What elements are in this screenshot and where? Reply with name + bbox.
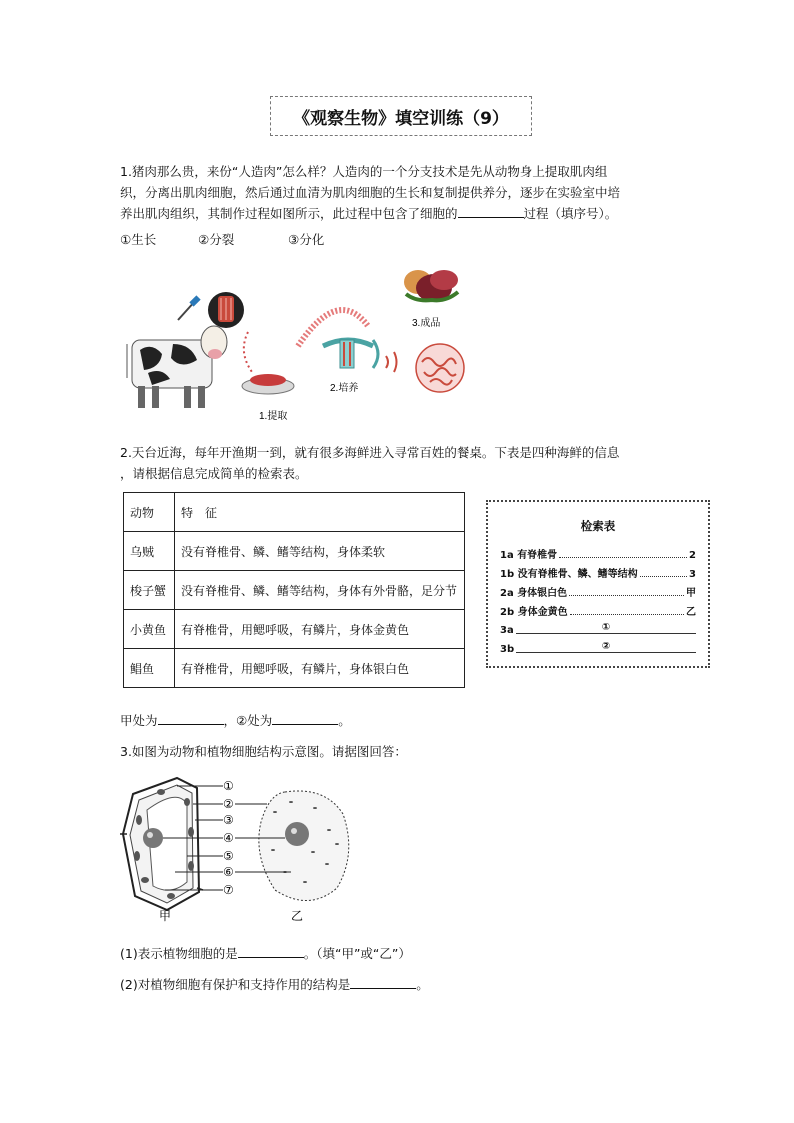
seafood-feature-table <box>123 492 465 688</box>
q3-sub-question-1 <box>120 944 411 962</box>
key-line-3a <box>500 622 696 636</box>
key-line-target: 乙 <box>686 607 696 618</box>
cell-name-yi: 乙 <box>291 909 304 923</box>
table-row <box>124 610 465 649</box>
q1-line-1: 1.猪肉那么贵，来份“人造肉”怎么样？人造肉的一个分支技术是先从动物身上提取肌肉组 <box>120 164 608 179</box>
q2-answer-text-b: ，②处为 <box>223 713 273 728</box>
page-title: 《观察生物》填空训练（9） <box>270 96 532 136</box>
extraction-dish <box>242 332 294 394</box>
table-cell-animal: 鲳鱼 <box>124 649 175 688</box>
q3-sub2-blank[interactable] <box>350 976 416 989</box>
figure-label-extract: 1.提取 <box>259 411 288 422</box>
key-line-1a <box>500 546 696 561</box>
blank-marker-2: ② <box>601 641 611 652</box>
table-row <box>124 532 465 571</box>
key-line-target: 3 <box>689 569 696 580</box>
cow-illustration <box>127 292 244 408</box>
table-cell-feature: 没有脊椎骨、鳞、鳍等结构，身体有外骨骼，足分节 <box>175 571 465 610</box>
muscle-tissue <box>386 344 464 392</box>
table-row <box>124 649 465 688</box>
key-line-1b <box>500 565 696 580</box>
key-line-target: 2 <box>689 550 696 561</box>
finished-burger <box>404 270 458 302</box>
cell-label-6: ⑥ <box>223 865 234 879</box>
q1-line-2: 织，分离出肌肉细胞，然后通过血清为肌肉细胞的生长和复制提供养分，逐步在实验室中培 <box>120 185 621 200</box>
key-line-2a <box>500 584 696 599</box>
q1-line-3 <box>120 203 680 224</box>
key-title: 检索表 <box>580 519 616 533</box>
q2-line-2: ，请根据信息完成简单的检索表。 <box>120 466 308 481</box>
table-cell-animal: 小黄鱼 <box>124 610 175 649</box>
q2-answer-line <box>120 711 351 729</box>
key-blank-1[interactable] <box>516 622 696 634</box>
key-blank-2[interactable] <box>516 641 696 653</box>
table-cell-animal: 梭子蟹 <box>124 571 175 610</box>
table-cell-feature: 有脊椎骨，用鳃呼吸，有鳞片，身体银白色 <box>175 649 465 688</box>
table-cell-animal: 乌贼 <box>124 532 175 571</box>
key-line-label: 3a <box>500 625 514 636</box>
q2-answer-blank-jia[interactable] <box>158 712 224 725</box>
key-line-label: 2b 身体金黄色 <box>500 607 568 618</box>
q3-sub2-text-b: 。 <box>416 977 429 992</box>
key-line-2b <box>500 603 696 618</box>
q2-answer-blank-2[interactable] <box>272 712 338 725</box>
q2-line-1: 2.天台近海，每年开渔期一到，就有很多海鲜进入寻常百姓的餐桌。下表是四种海鲜的信息 <box>120 445 620 460</box>
figure-label-product: 3.成品 <box>412 318 441 329</box>
table-row <box>124 571 465 610</box>
question-1 <box>120 161 680 224</box>
table-header-feature: 特 征 <box>175 493 465 532</box>
key-line-target: 甲 <box>686 588 696 599</box>
question-2 <box>120 442 680 484</box>
artificial-meat-process-figure <box>118 258 478 428</box>
cell-label-5: ⑤ <box>223 849 234 863</box>
blank-marker-1: ① <box>601 622 611 633</box>
key-line-3b <box>500 641 696 655</box>
q3-sub1-blank[interactable] <box>238 945 304 958</box>
figure-label-culture: 2.培养 <box>330 383 359 394</box>
cell-label-3: ③ <box>223 813 234 827</box>
cell-label-4: ④ <box>223 831 234 845</box>
cell-label-7: ⑦ <box>223 883 234 897</box>
q1-option-2: ②分裂 <box>198 232 235 247</box>
table-header-row <box>124 493 465 532</box>
q2-answer-text-c: 。 <box>338 713 351 728</box>
table-cell-feature: 有脊椎骨，用鳃呼吸，有鳞片，身体金黄色 <box>175 610 465 649</box>
key-line-label: 3b <box>500 644 515 655</box>
q3-sub1-text-b: 。（填“甲”或“乙”） <box>303 946 411 961</box>
key-line-label: 1a 有脊椎骨 <box>500 550 558 561</box>
dichotomous-key-box <box>486 500 710 668</box>
cell-structure-diagram <box>115 772 355 924</box>
key-line-label: 2a 身体银白色 <box>500 588 568 599</box>
animal-cell <box>259 791 349 901</box>
q2-answer-text-a: 甲处为 <box>120 713 158 728</box>
q1-text-d: 过程（填序号）。 <box>523 206 618 221</box>
q3-sub-question-2 <box>120 975 429 993</box>
cell-label-1: ① <box>223 779 234 793</box>
question-3: 3.如图为动物和植物细胞结构示意图。请据图回答： <box>120 744 407 759</box>
table-cell-feature: 没有脊椎骨、鳞、鳍等结构，身体柔软 <box>175 532 465 571</box>
q3-sub1-text-a: (1)表示植物细胞的是 <box>120 946 238 961</box>
cell-name-jia: 甲 <box>159 909 172 923</box>
cell-label-2: ② <box>223 797 234 811</box>
q1-text-c: 养出肌肉组织，其制作过程如图所示，此过程中包含了细胞的 <box>120 206 458 221</box>
q1-option-1: ①生长 <box>120 232 157 247</box>
table-header-animal: 动物 <box>124 493 175 532</box>
q1-option-3: ③分化 <box>288 232 325 247</box>
bioreactor <box>323 340 378 368</box>
key-line-label: 1b 没有脊椎骨、鳞、鳍等结构 <box>500 569 638 580</box>
q3-sub2-text-a: (2)对植物细胞有保护和支持作用的结构是 <box>120 977 351 992</box>
q1-answer-blank[interactable] <box>458 205 524 218</box>
